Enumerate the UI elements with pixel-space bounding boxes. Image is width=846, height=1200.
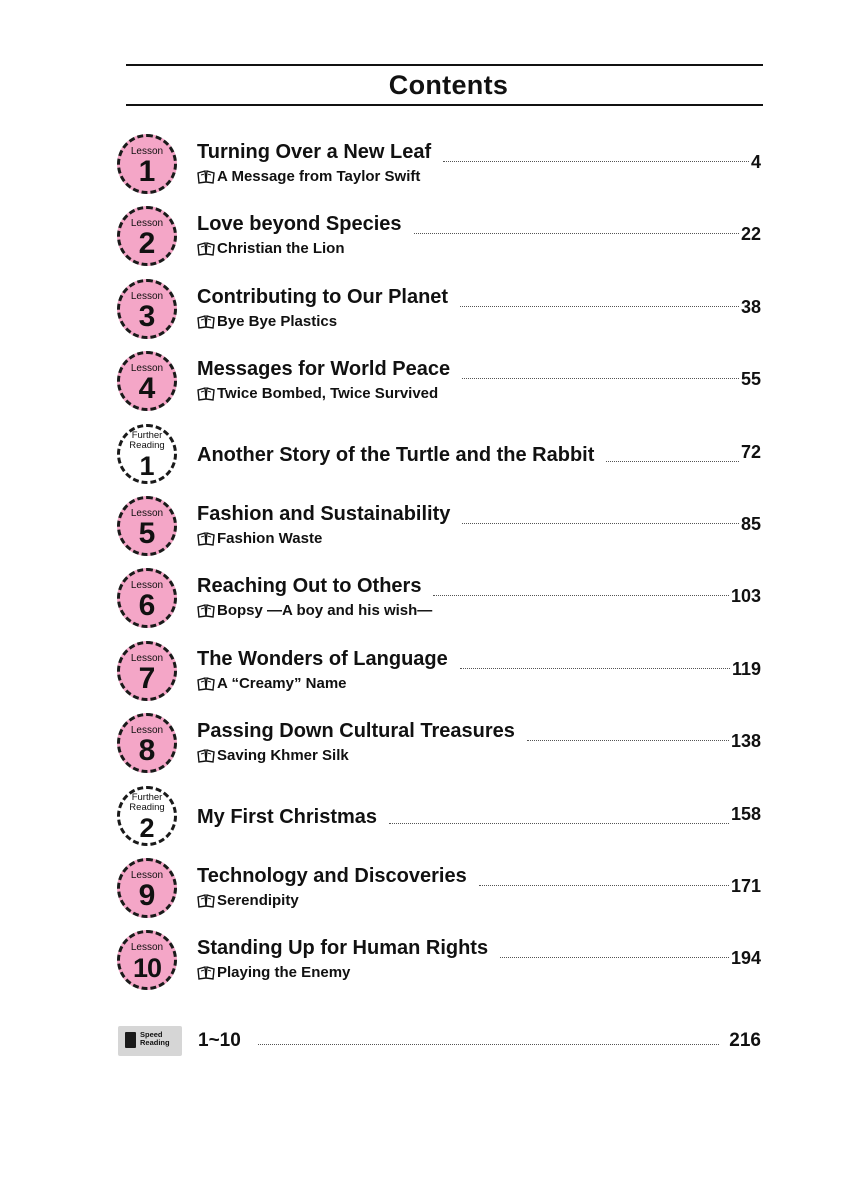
entry-subtitle xyxy=(197,168,420,186)
badge-number: 6 xyxy=(138,589,156,623)
open-book-icon xyxy=(197,387,215,401)
entry-subtitle-text: Fashion Waste xyxy=(217,530,323,547)
badge-number: 5 xyxy=(138,517,156,550)
dot-leader xyxy=(606,461,739,462)
entry-title: Standing Up for Human Rights xyxy=(197,937,489,960)
speed-reading-page: 216 xyxy=(729,1030,761,1051)
open-book-icon xyxy=(197,315,215,329)
page-number: 72 xyxy=(740,441,761,462)
speed-reading-icon-label: Speed Reading xyxy=(140,1030,170,1047)
lesson-badge xyxy=(117,206,177,266)
badge-label: Lesson xyxy=(130,942,164,954)
entry-subtitle-text: Christian the Lion xyxy=(217,240,345,258)
page-number: 4 xyxy=(750,152,761,172)
entry-subtitle xyxy=(197,964,350,982)
badge-number: 2 xyxy=(139,812,155,843)
dot-leader xyxy=(258,1044,719,1045)
lesson-badge xyxy=(117,568,177,628)
page-number: 119 xyxy=(731,658,761,679)
open-book-icon xyxy=(197,677,215,691)
open-book-icon xyxy=(197,749,215,763)
entry-subtitle xyxy=(197,385,438,403)
dot-leader xyxy=(479,885,729,886)
toc-entry-speed-reading[interactable] xyxy=(112,1024,767,1058)
dot-leader xyxy=(527,740,729,741)
lesson-badge xyxy=(117,496,177,556)
toc-entry[interactable] xyxy=(112,858,767,926)
lesson-badge xyxy=(117,713,177,773)
toc-entry[interactable] xyxy=(112,713,767,781)
entry-title: Technology and Discoveries xyxy=(197,865,467,887)
entry-title: Another Story of the Turtle and the Rabbit xyxy=(197,443,595,466)
entry-subtitle xyxy=(197,530,322,548)
toc-entry[interactable] xyxy=(112,206,767,274)
open-book-icon xyxy=(197,894,215,908)
toc-entry[interactable] xyxy=(112,279,767,347)
entry-title: Turning Over a New Leaf xyxy=(197,141,432,163)
open-book-icon xyxy=(197,242,215,256)
book-icon xyxy=(125,1032,136,1048)
dot-leader xyxy=(414,233,739,234)
entry-subtitle xyxy=(197,747,349,765)
entry-title: Passing Down Cultural Treasures xyxy=(197,720,515,743)
entry-subtitle-text: Bopsy —A boy and his wish— xyxy=(217,602,433,620)
badge-label: Further Reading xyxy=(129,429,165,451)
badge-number: 8 xyxy=(138,734,156,768)
page-number: 22 xyxy=(740,224,761,245)
badge-number: 3 xyxy=(138,299,156,333)
lesson-badge xyxy=(117,641,177,701)
page-number: 38 xyxy=(740,296,761,317)
lesson-badge xyxy=(117,351,177,411)
badge-label: Lesson xyxy=(130,870,164,881)
open-book-icon xyxy=(197,532,215,546)
dot-leader xyxy=(433,595,728,596)
page-number: 158 xyxy=(730,803,761,824)
further-reading-badge xyxy=(117,424,177,484)
entry-title: Contributing to Our Planet xyxy=(197,285,449,308)
entry-title: Reaching Out to Others xyxy=(197,575,422,598)
page-header xyxy=(126,64,763,106)
badge-number: 9 xyxy=(138,879,156,912)
entry-title: Love beyond Species xyxy=(197,213,402,236)
lesson-badge xyxy=(117,134,177,194)
toc-entry[interactable] xyxy=(112,786,767,854)
badge-number: 1 xyxy=(138,155,156,188)
dot-leader xyxy=(389,823,729,824)
speed-reading-icon xyxy=(118,1026,182,1056)
entry-title: My First Christmas xyxy=(197,805,378,828)
entry-subtitle xyxy=(197,602,432,620)
lesson-badge xyxy=(117,858,177,918)
toc-entry[interactable] xyxy=(112,351,767,419)
open-book-icon xyxy=(197,966,215,980)
page-number: 103 xyxy=(730,586,761,607)
further-reading-badge xyxy=(117,786,177,846)
dot-leader xyxy=(462,523,739,524)
badge-label: Lesson xyxy=(130,508,164,519)
badge-number: 1 xyxy=(139,450,155,481)
badge-label: Lesson xyxy=(130,725,164,737)
toc-entry[interactable] xyxy=(112,134,767,202)
entry-title: Fashion and Sustainability xyxy=(197,503,451,525)
entry-subtitle-text: A “Creamy” Name xyxy=(217,674,347,692)
entry-subtitle xyxy=(197,240,345,258)
entry-subtitle xyxy=(197,675,347,693)
entry-title: Messages for World Peace xyxy=(197,358,451,381)
badge-label: Lesson xyxy=(130,290,164,302)
badge-number: 10 xyxy=(132,953,162,984)
toc-entry[interactable] xyxy=(112,930,767,998)
page-number: 85 xyxy=(740,514,761,534)
page-number: 171 xyxy=(730,876,761,896)
badge-label: Lesson xyxy=(130,652,164,664)
speed-reading-label: 1~10 xyxy=(198,1030,241,1051)
dot-leader xyxy=(460,668,730,669)
dot-leader xyxy=(462,378,739,379)
dot-leader xyxy=(443,161,749,162)
entry-title: The Wonders of Language xyxy=(197,647,448,670)
page-number: 194 xyxy=(730,948,761,969)
entry-subtitle-text: Serendipity xyxy=(217,892,299,909)
badge-number: 2 xyxy=(138,227,156,261)
dot-leader xyxy=(460,306,739,307)
lesson-badge xyxy=(117,930,177,990)
lesson-badge xyxy=(117,279,177,339)
page-number: 55 xyxy=(740,369,761,390)
page-number: 138 xyxy=(730,731,761,752)
entry-subtitle-text: Twice Bombed, Twice Survived xyxy=(217,385,439,403)
badge-number: 7 xyxy=(138,661,156,695)
dot-leader xyxy=(500,957,729,958)
toc-entry[interactable] xyxy=(112,641,767,709)
badge-label: Further Reading xyxy=(129,791,165,813)
badge-label: Lesson xyxy=(130,146,164,157)
page-title: Contents xyxy=(388,69,509,100)
toc-entry[interactable] xyxy=(112,568,767,636)
badge-label: Lesson xyxy=(130,363,164,375)
entry-subtitle-text: Playing the Enemy xyxy=(217,964,351,982)
entry-subtitle xyxy=(197,892,299,910)
open-book-icon xyxy=(197,604,215,618)
entry-subtitle xyxy=(197,313,337,331)
badge-number: 4 xyxy=(138,372,156,406)
entry-subtitle-text: A Message from Taylor Swift xyxy=(217,168,421,185)
toc-entry[interactable] xyxy=(112,496,767,564)
entry-subtitle-text: Bye Bye Plastics xyxy=(217,312,338,330)
entry-subtitle-text: Saving Khmer Silk xyxy=(217,747,349,765)
badge-label: Lesson xyxy=(130,580,164,592)
open-book-icon xyxy=(197,170,215,184)
toc-entry[interactable] xyxy=(112,424,767,492)
badge-label: Lesson xyxy=(130,218,164,230)
